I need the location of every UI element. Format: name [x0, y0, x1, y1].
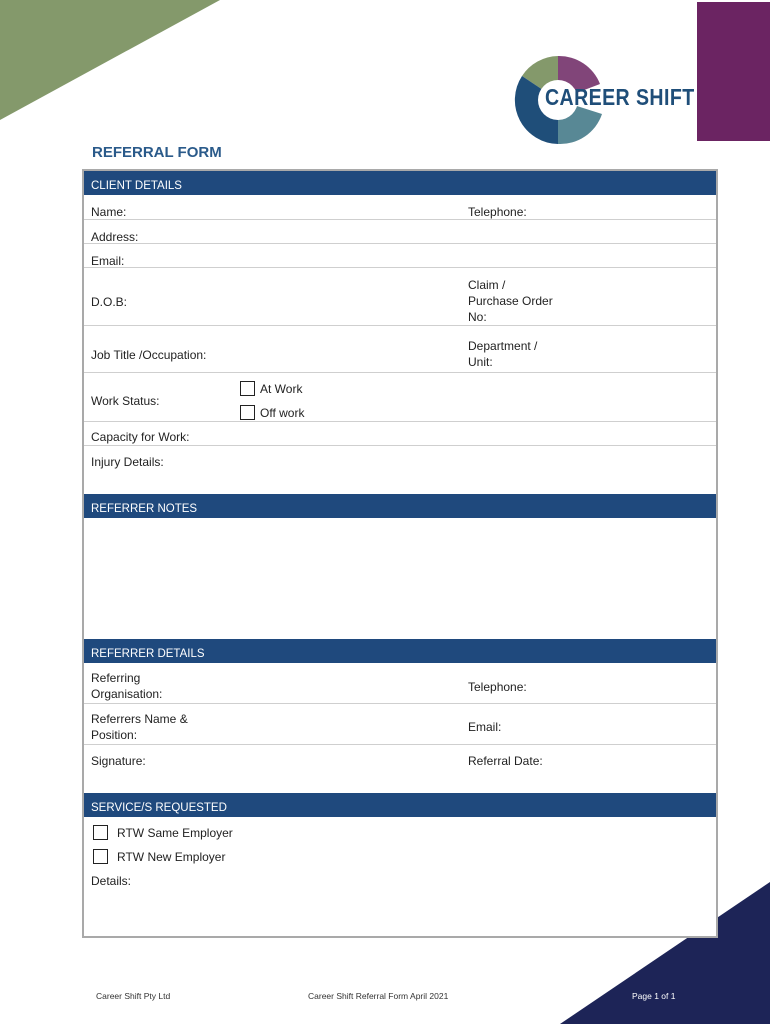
department-label-line2: Unit: — [468, 355, 493, 369]
referrer-email-label: Email: — [468, 720, 502, 734]
off-work-label: Off work — [260, 406, 305, 420]
footer-form-name: Career Shift Referral Form April 2021 — [308, 991, 449, 1001]
footer-page-number: Page 1 of 1 — [632, 991, 676, 1001]
referrer-notes-area[interactable] — [84, 518, 716, 639]
job-title-label: Job Title /Occupation: — [91, 348, 207, 362]
claim-label-line3: No: — [468, 310, 487, 324]
section-header-client-details: CLIENT DETAILS — [84, 171, 716, 195]
row-address — [84, 220, 716, 244]
referrer-telephone-label: Telephone: — [468, 680, 527, 694]
logo-text: CAREER SHIFT — [545, 84, 695, 110]
injury-label: Injury Details: — [91, 455, 164, 469]
row-capacity — [84, 422, 716, 446]
referrer-name-label-line2: Position: — [91, 728, 138, 742]
at-work-checkbox[interactable] — [240, 381, 255, 396]
claim-label-line1: Claim / — [468, 278, 506, 292]
rtw-new-employer-label: RTW New Employer — [117, 850, 226, 864]
dob-label: D.O.B: — [91, 295, 128, 309]
row-email — [84, 244, 716, 268]
name-label: Name: — [91, 205, 127, 219]
telephone-label: Telephone: — [468, 205, 527, 219]
decorative-bar-top-right — [697, 2, 770, 141]
at-work-label: At Work — [260, 382, 303, 396]
footer-company: Career Shift Pty Ltd — [96, 991, 171, 1001]
rtw-same-employer-checkbox[interactable] — [93, 825, 108, 840]
row-dob — [84, 268, 716, 326]
referrer-name-label-line1: Referrers Name & — [91, 712, 188, 726]
referring-org-label-line2: Organisation: — [91, 687, 163, 701]
section-header-services: SERVICE/S REQUESTED — [84, 793, 716, 817]
row-job-title — [84, 326, 716, 373]
decorative-corner-top-left — [0, 0, 220, 120]
section-header-referrer-notes: REFERRER NOTES — [84, 494, 716, 518]
address-label: Address: — [91, 230, 139, 244]
referring-org-label-line1: Referring — [91, 671, 141, 685]
off-work-checkbox[interactable] — [240, 405, 255, 420]
section-header-referrer-details: REFERRER DETAILS — [84, 639, 716, 663]
rtw-new-employer-checkbox[interactable] — [93, 849, 108, 864]
capacity-label: Capacity for Work: — [91, 430, 190, 444]
work-status-label: Work Status: — [91, 394, 160, 408]
details-label: Details: — [91, 874, 132, 888]
row-injury — [84, 446, 716, 494]
services-area — [84, 817, 716, 936]
row-work-status — [84, 373, 716, 422]
referral-date-label: Referral Date: — [468, 754, 543, 768]
row-signature — [84, 745, 716, 793]
email-label: Email: — [91, 254, 125, 268]
department-label-line1: Department / — [468, 339, 538, 353]
row-referring-org — [84, 663, 716, 704]
rtw-same-employer-label: RTW Same Employer — [117, 826, 233, 840]
row-referrer-name — [84, 704, 716, 745]
referral-form — [82, 169, 718, 938]
page-title: REFERRAL FORM — [92, 144, 222, 161]
signature-label: Signature: — [91, 754, 146, 768]
row-name — [84, 195, 716, 220]
claim-label-line2: Purchase Order — [468, 294, 553, 308]
